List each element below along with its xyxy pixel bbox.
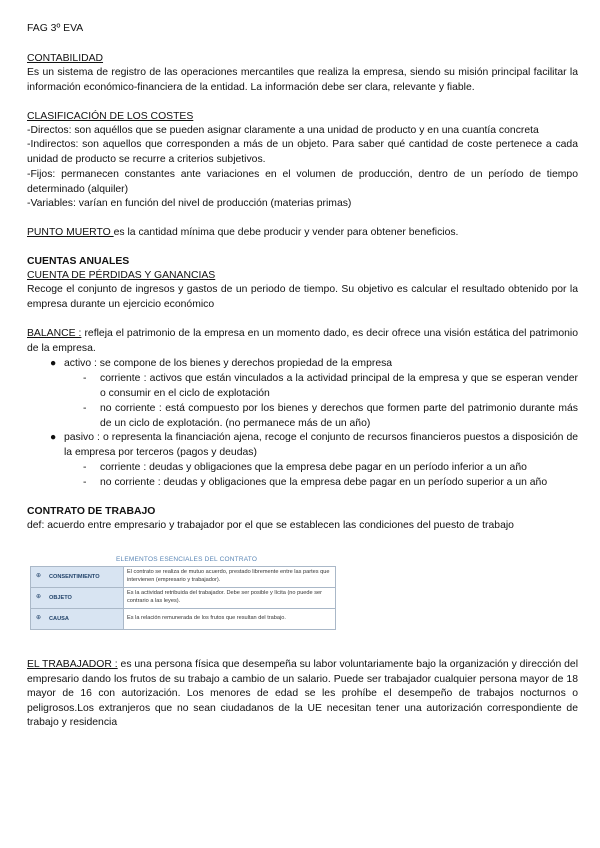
table-row-label: OBJETO bbox=[49, 595, 72, 601]
contrato-def: def: acuerdo entre empresario y trabajador por el que se establecen las condiciones del puesto de trabajo bbox=[27, 520, 514, 531]
table-row bbox=[31, 588, 335, 609]
table-row-text: El contrato se realiza de mutuo acuerdo, prestado libremente entre las partes que intervienen (empresario y trabajador). bbox=[127, 569, 330, 583]
contrato-title: CONTRATO DE TRABAJO bbox=[27, 506, 156, 517]
contract-table-title: ELEMENTOS ESENCIALES DEL CONTRATO bbox=[116, 556, 258, 563]
costes-directos: -Directos: son aquéllos que se pueden asignar claramente a una unidad de producto y en una cuantía concreta bbox=[27, 125, 539, 136]
pasivo-item: pasivo : o representa la financiación ajena, recoge el conjunto de recursos financieros puestos a disposición de la empresa por terceros (pagos y deudas) bbox=[64, 432, 578, 458]
table-row-label-cell bbox=[31, 609, 124, 629]
punto-muerto bbox=[27, 226, 578, 241]
pasivo-corriente: corriente : deudas y obligaciones que la empresa debe pagar en un período inferior a un año bbox=[100, 462, 527, 473]
balance-title: BALANCE : bbox=[27, 328, 82, 339]
dash-icon: - bbox=[83, 477, 87, 488]
table-row bbox=[31, 567, 335, 588]
pyg-title: CUENTA DE PÉRDIDAS Y GANANCIAS bbox=[27, 270, 216, 281]
table-row-text: Es la actividad retribuida del trabajador. Debe ser posible y lícita (no puede ser contrario a las leyes). bbox=[127, 590, 322, 604]
contabilidad-title: CONTABILIDAD bbox=[27, 53, 104, 64]
table-row-text: Es la relación remunerada de los frutos que resultan del trabajo. bbox=[127, 615, 286, 621]
punto-muerto-text: es la cantidad mínima que debe producir y vender para obtener beneficios. bbox=[113, 227, 459, 238]
cuentas-title: CUENTAS ANUALES bbox=[27, 256, 130, 267]
costes-variables: -Variables: varían en función del nivel de producción (materias primas) bbox=[27, 198, 352, 209]
table-row bbox=[31, 609, 335, 629]
activo-corriente: corriente : activos que están vinculados a la actividad principal de la empresa y que se esperan vender o consumir en el ciclo de explotación bbox=[100, 373, 578, 399]
plus-circle-icon: ⊕ bbox=[36, 573, 42, 579]
contract-elements-table bbox=[30, 566, 336, 630]
bullet-icon: ● bbox=[50, 358, 57, 369]
plus-circle-icon: ⊕ bbox=[36, 615, 42, 621]
trabajador-text: es una persona física que desempeña su labor voluntariamente bajo la organización y dirección del empresario dando los frutos de su trabajo a cambio de un salario. Puede ser trabajador cualquier persona mayor de 18 mayor de 16 con autorización. Los menores de edad se les prohíbe el desempeño de trabajos nocturnos o peligrosos.Los extranjeros que no sean ciudadanos de la UE necesitan tener una autorización correspondiente de trabajo y residencia bbox=[27, 659, 579, 729]
costes-fijos: -Fijos: permanecen constantes ante variaciones en el volumen de producción, dentro de un período de tiempo determinado (alquiler) bbox=[27, 169, 578, 195]
costes-indirectos: -Indirectos: son aquellos que corresponden a más de un objeto. Para saber qué cantidad de coste pertenece a cada unidad de producto se recurre a criterios subjetivos. bbox=[27, 139, 578, 165]
trabajador bbox=[27, 658, 578, 731]
trabajador-title: EL TRABAJADOR : bbox=[27, 659, 118, 670]
dash-icon: - bbox=[83, 462, 87, 473]
activo-item: activo : se compone de los bienes y derechos propiedad de la empresa bbox=[64, 358, 393, 369]
page-header: FAG 3º EVA bbox=[27, 23, 84, 34]
table-row-label: CONSENTIMIENTO bbox=[49, 574, 100, 580]
contabilidad-text: Es un sistema de registro de las operaciones mercantiles que realiza la empresa, siendo su misión principal facilitar la información económico-financiera de la entidad. La información debe ser clara, relevante y fiable. bbox=[27, 67, 578, 93]
bullet-icon: ● bbox=[50, 432, 57, 443]
dash-icon: - bbox=[83, 373, 87, 384]
table-row-label: CAUSA bbox=[49, 616, 69, 622]
balance-text: refleja el patrimonio de la empresa en un momento dado, es decir ofrece una visión estática del patrimonio de la empresa. bbox=[27, 328, 578, 354]
costes-title: CLASIFICACIÓN DE LOS COSTES bbox=[27, 111, 194, 122]
dash-icon: - bbox=[83, 403, 87, 414]
plus-circle-icon: ⊕ bbox=[36, 594, 42, 600]
table-row-label-cell bbox=[31, 567, 124, 587]
pasivo-no-corriente: no corriente : deudas y obligaciones que la empresa debe pagar en un período superior a un año bbox=[100, 477, 548, 488]
activo-no-corriente: no corriente : está compuesto por los bienes y derechos que formen parte del patrimonio durante más de un ciclo de explotación. (no permanece más de un año) bbox=[100, 403, 578, 429]
pyg-text: Recoge el conjunto de ingresos y gastos de un periodo de tiempo. Su objetivo es calcular el resultado obtenido por la empresa durante un ejercicio económico bbox=[27, 284, 578, 310]
balance bbox=[27, 327, 578, 356]
table-row-label-cell bbox=[31, 588, 124, 608]
punto-muerto-title: PUNTO MUERTO bbox=[27, 227, 114, 238]
